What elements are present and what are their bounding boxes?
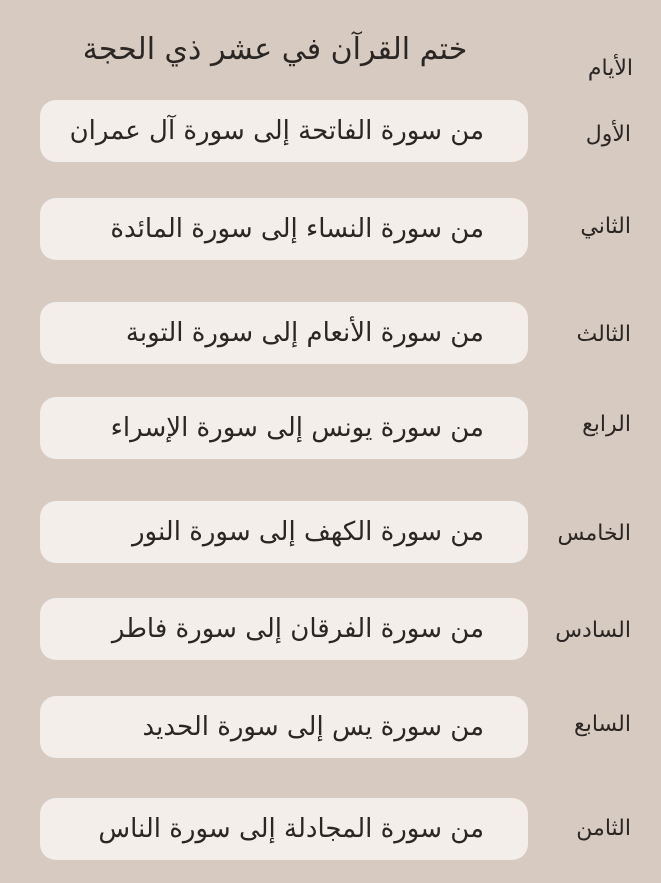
- day-label: الخامس: [557, 521, 631, 546]
- surah-range-box: من سورة الفاتحة إلى سورة آل عمران: [40, 100, 528, 162]
- day-label: الثالث: [576, 322, 631, 347]
- day-label: السادس: [555, 618, 631, 643]
- surah-range-box: من سورة المجادلة إلى سورة الناس: [40, 798, 528, 860]
- surah-range-box: من سورة النساء إلى سورة المائدة: [40, 198, 528, 260]
- surah-range-box: من سورة الفرقان إلى سورة فاطر: [40, 598, 528, 660]
- page-title: ختم القرآن في عشر ذي الحجة: [82, 32, 468, 67]
- surah-range-box: من سورة الكهف إلى سورة النور: [40, 501, 528, 563]
- days-column-header: الأيام: [587, 56, 633, 81]
- surah-range-box: من سورة يس إلى سورة الحديد: [40, 696, 528, 758]
- day-label: السابع: [574, 712, 631, 737]
- surah-range-box: من سورة يونس إلى سورة الإسراء: [40, 397, 528, 459]
- day-label: الرابع: [582, 412, 631, 437]
- day-label: الأول: [585, 122, 631, 147]
- surah-range-box: من سورة الأنعام إلى سورة التوبة: [40, 302, 528, 364]
- day-label: الثامن: [576, 816, 631, 841]
- day-label: الثاني: [580, 214, 631, 239]
